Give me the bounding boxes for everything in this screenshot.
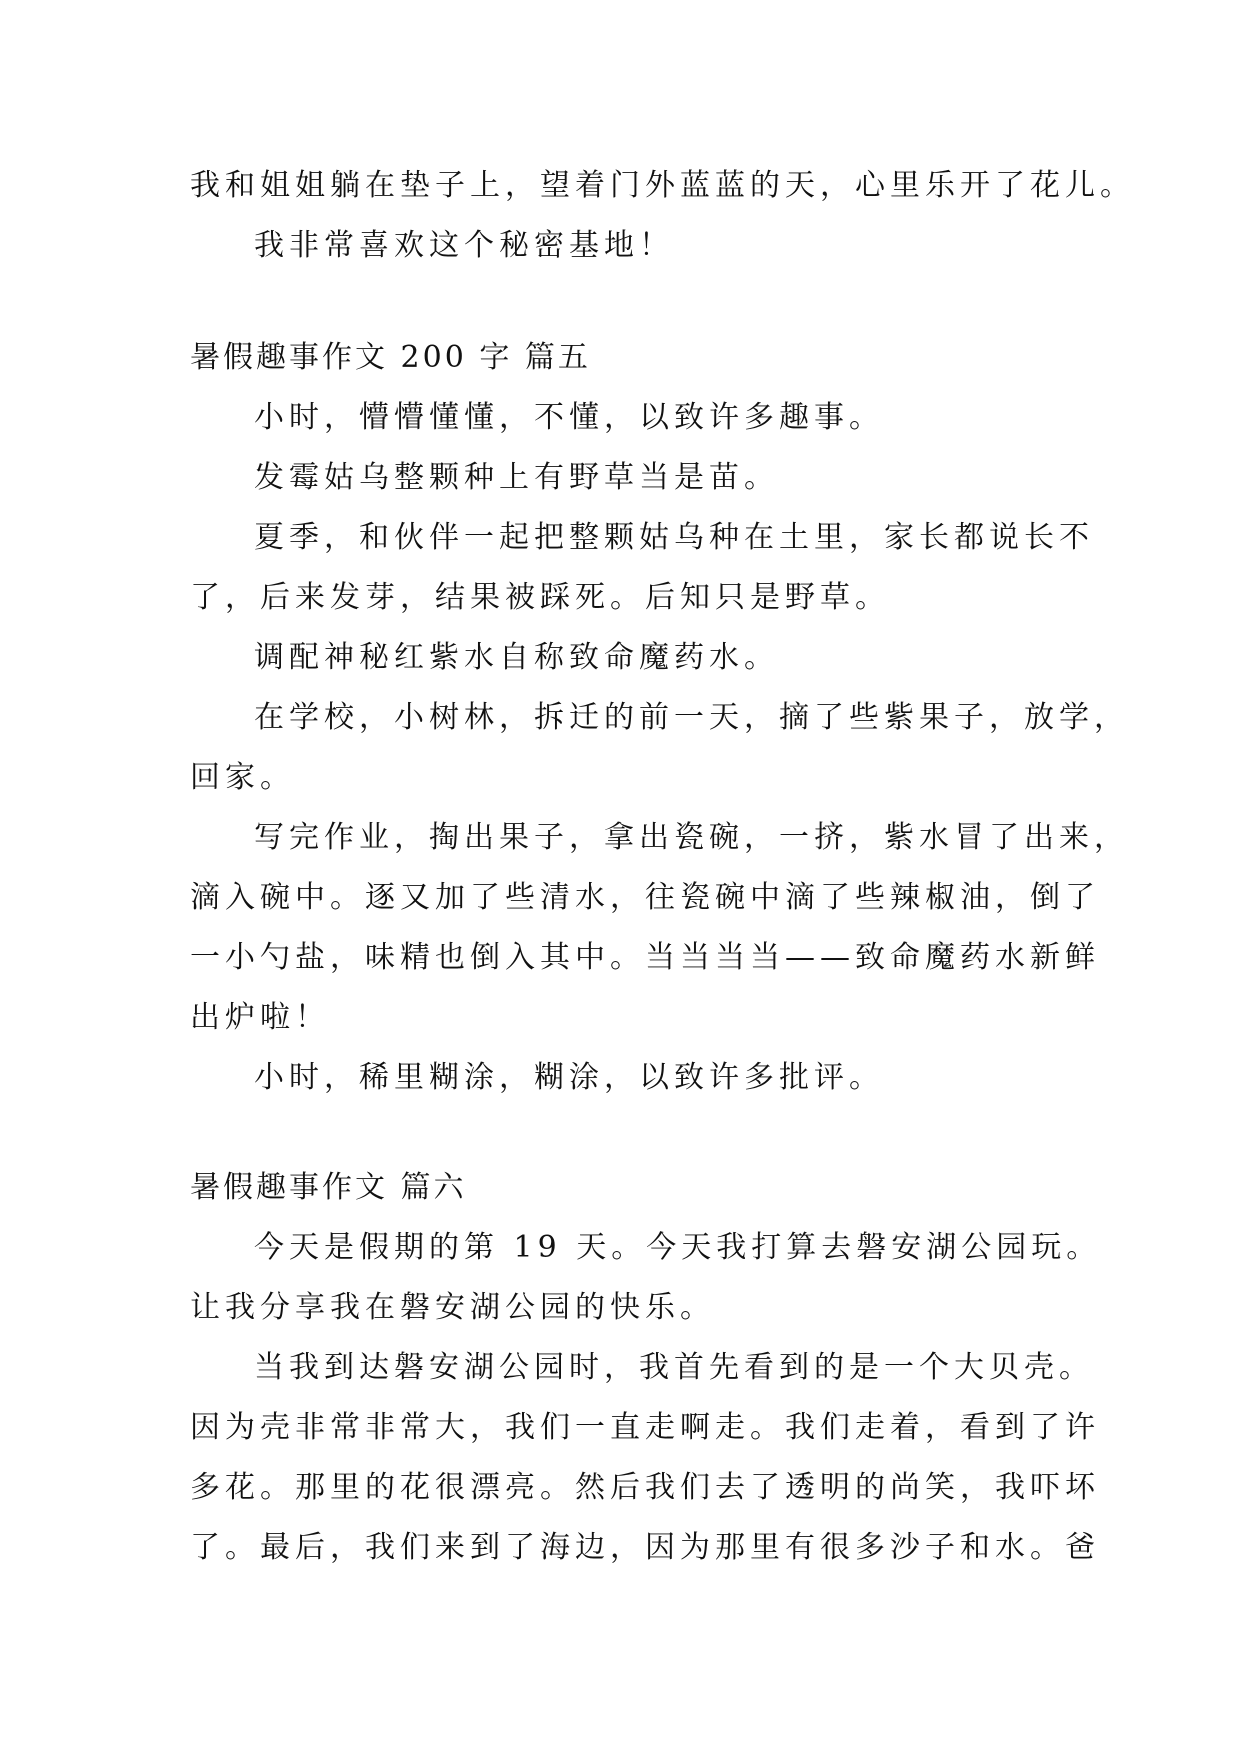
paragraph-line: 小时，稀里糊涂，糊涂，以致许多批评。 [254,1060,884,1095]
paragraph-line: 一小勺盐，味精也倒入其中。当当当当——致命魔药水新鲜 [190,940,1100,975]
paragraph-line: 我非常喜欢这个秘密基地！ [254,228,674,263]
paragraph-line: 了，后来发芽，结果被踩死。后知只是野草。 [190,580,890,615]
paragraph-line: 出炉啦！ [190,1000,330,1035]
paragraph-line: 夏季，和伙伴一起把整颗姑乌种在土里，家长都说长不 [254,520,1094,555]
paragraph-line: 回家。 [190,760,295,795]
paragraph-line: 小时，懵懵懂懂，不懂，以致许多趣事。 [254,400,884,435]
paragraph-line: 让我分享我在磐安湖公园的快乐。 [190,1290,715,1325]
paragraph-line: 多花。那里的花很漂亮。然后我们去了透明的尚笑，我吓坏 [190,1470,1100,1505]
paragraph-line: 了。最后，我们来到了海边，因为那里有很多沙子和水。爸 [190,1530,1100,1565]
paragraph-line: 当我到达磐安湖公园时，我首先看到的是一个大贝壳。 [254,1350,1094,1385]
paragraph-line: 调配神秘红紫水自称致命魔药水。 [254,640,779,675]
section-heading: 暑假趣事作文 200 字 篇五 [190,340,591,375]
paragraph-line: 写完作业，掏出果子，拿出瓷碗，一挤，紫水冒了出来， [254,820,1129,855]
paragraph-line: 我和姐姐躺在垫子上，望着门外蓝蓝的天，心里乐开了花儿。 [190,168,1135,203]
paragraph-line: 在学校，小树林，拆迁的前一天，摘了些紫果子，放学， [254,700,1129,735]
paragraph-line: 今天是假期的第 19 天。今天我打算去磐安湖公园玩。 [254,1230,1102,1265]
section-heading: 暑假趣事作文 篇六 [190,1170,467,1205]
paragraph-line: 发霉姑乌整颗种上有野草当是苗。 [254,460,779,495]
paragraph-line: 因为壳非常非常大，我们一直走啊走。我们走着，看到了许 [190,1410,1100,1445]
paragraph-line: 滴入碗中。逐又加了些清水，往瓷碗中滴了些辣椒油，倒了 [190,880,1100,915]
